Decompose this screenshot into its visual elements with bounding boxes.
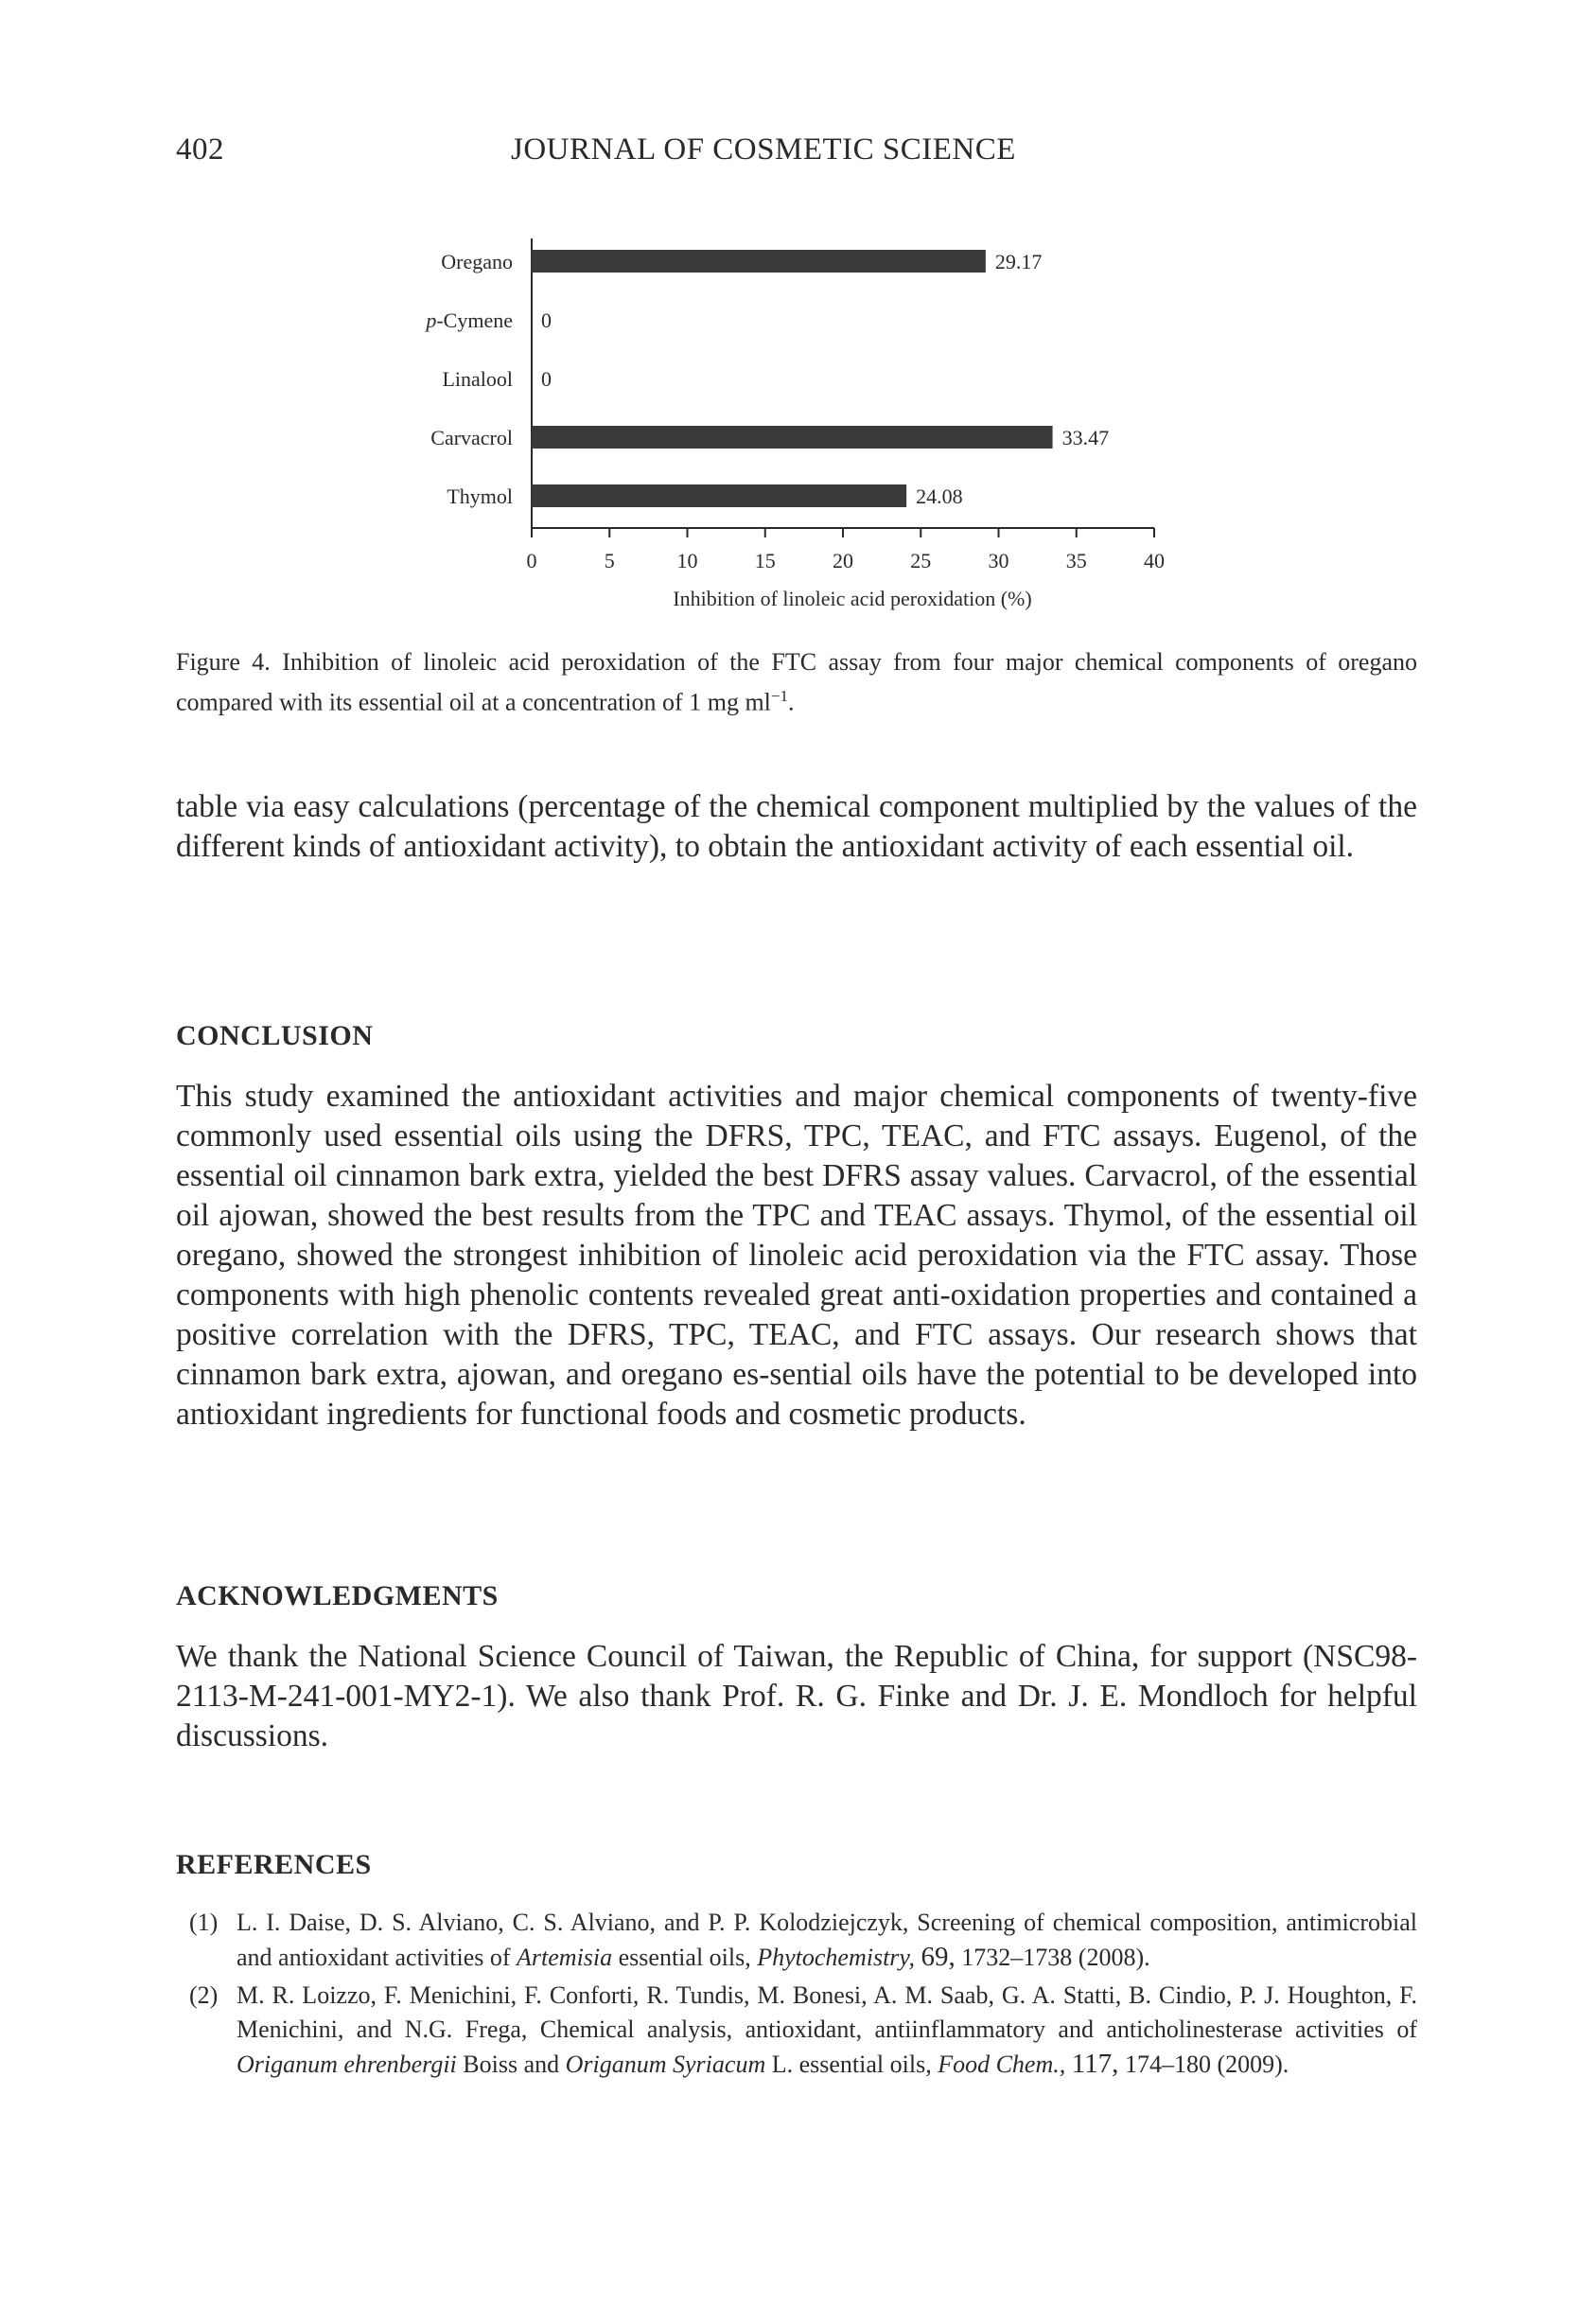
x-tick-label: 35 [1065,549,1087,572]
x-tick-label: 40 [1144,549,1165,572]
bar [532,484,906,507]
reference-number: (1) [189,1909,219,1936]
data-label: 0 [541,308,552,332]
data-label: 29.17 [994,250,1043,273]
category-label: Carvacrol [430,426,513,449]
x-tick-label: 20 [833,549,853,572]
category-label: Thymol [447,484,513,508]
figure-4-bar-chart [397,227,1192,625]
figure-caption-text: Inhibition of linoleic acid peroxidation of the FTC assay from four major chemical components of oregano compared with its essential oil at a concentration of 1 mg ml [176,648,1417,716]
caption-end: . [787,688,795,716]
conclusion-heading: CONCLUSION [176,1020,374,1051]
page-number: 402 [176,132,224,167]
category-label: Linalool [442,367,513,391]
reference-text: Boiss and [456,2051,566,2078]
x-axis-label: Inhibition of linoleic acid peroxidation (%) [673,587,1032,610]
reference-italic: Artemisia [517,1944,613,1971]
data-label: 24.08 [916,484,963,508]
reference-italic: Origanum Syriacum [565,2051,766,2078]
x-tick-label: 30 [988,549,1009,572]
acknowledgments-heading: ACKNOWLEDGMENTS [176,1580,499,1611]
body-continuation: table via easy calculations (percentage of the chemical component multiplied by the values of the different kinds of antioxidant activity), to obtain the antioxidant activity of each essential oil. [176,789,1417,864]
data-label: 0 [541,367,552,391]
category-label: p-Cymene [426,308,513,332]
reference-volume: 117, [1071,2049,1119,2079]
conclusion-text: This study examined the antioxidant activities and major chemical components of twenty-five commonly used essential oils using the DFRS, TPC, TEAC, and FTC assays. Eugenol, of the essential oil cinnamon bark extra, yielded the best DFRS assay values. Carvacrol, of the essential oil ajowan, showed the best results from the TPC and TEAC assays. Thymol, of the essential oil oregano, showed the strongest inhibition of linoleic acid peroxidation via the FTC assay. Those components with high phenolic contents revealed great anti-oxidation properties and contained a positive correlation with the DFRS, TPC, TEAC, and FTC assays. Our research shows that cinnamon bark extra, ajowan, and oregano es-sential oils have the potential to be developed into antioxidant ingredients for functional foods and cosmetic products. [176,1079,1417,1432]
references-heading: REFERENCES [176,1849,372,1880]
reference-journal: Phytochemistry, [757,1944,916,1971]
reference-text: essential oils, [612,1944,758,1971]
category-label: Oregano [441,250,513,273]
reference-journal: Food Chem., [938,2051,1066,2078]
x-tick-label: 10 [676,549,698,572]
reference-text: L. essential oils, [765,2051,938,2078]
data-label: 33.47 [1061,426,1110,449]
reference-number: (2) [189,1981,219,2009]
reference-item-1 [176,1906,1417,1975]
x-tick-label: 15 [754,549,776,572]
running-head: JOURNAL OF COSMETIC SCIENCE [511,132,1016,167]
acknowledgments-text: We thank the National Science Council of Taiwan, the Republic of China, for support (NSC98-2113-M-241-001-MY2-1). We also thank Prof. R. G. Finke and Dr. J. E. Mondloch for helpful discussions. [176,1639,1417,1753]
reference-text: M. R. Loizzo, F. Menichini, F. Conforti, R. Tundis, M. Bonesi, A. M. Saab, G. A. Statti, B. Cindio, P. J. Houghton, F. Menichini, and N.G. Frega, Chemical analysis, antioxidant, antiinflammatory and anticholinesterase activities of [237,1981,1417,2043]
references-list [176,1906,1417,2086]
caption-superscript: −1 [770,687,788,705]
x-tick-label: 25 [910,549,932,572]
reference-text: L. I. Daise, D. S. Alviano, C. S. Alviano, and P. P. Kolodziejczyk, Screening of chemical composition, antimicrobial and antioxidant activities of [237,1909,1417,1971]
reference-text: 174–180 (2009). [1118,2051,1289,2078]
bar [532,426,1053,449]
figure-label: Figure 4. [176,648,271,676]
figure-caption [176,645,1417,720]
bar [532,250,986,273]
x-tick-label: 5 [604,549,615,572]
reference-volume: 69, [921,1942,956,1972]
reference-italic: Origanum ehrenbergii [237,2051,457,2078]
reference-text: 1732–1738 (2008). [955,1944,1150,1971]
reference-item-2 [176,1979,1417,2082]
x-tick-label: 0 [526,549,537,572]
